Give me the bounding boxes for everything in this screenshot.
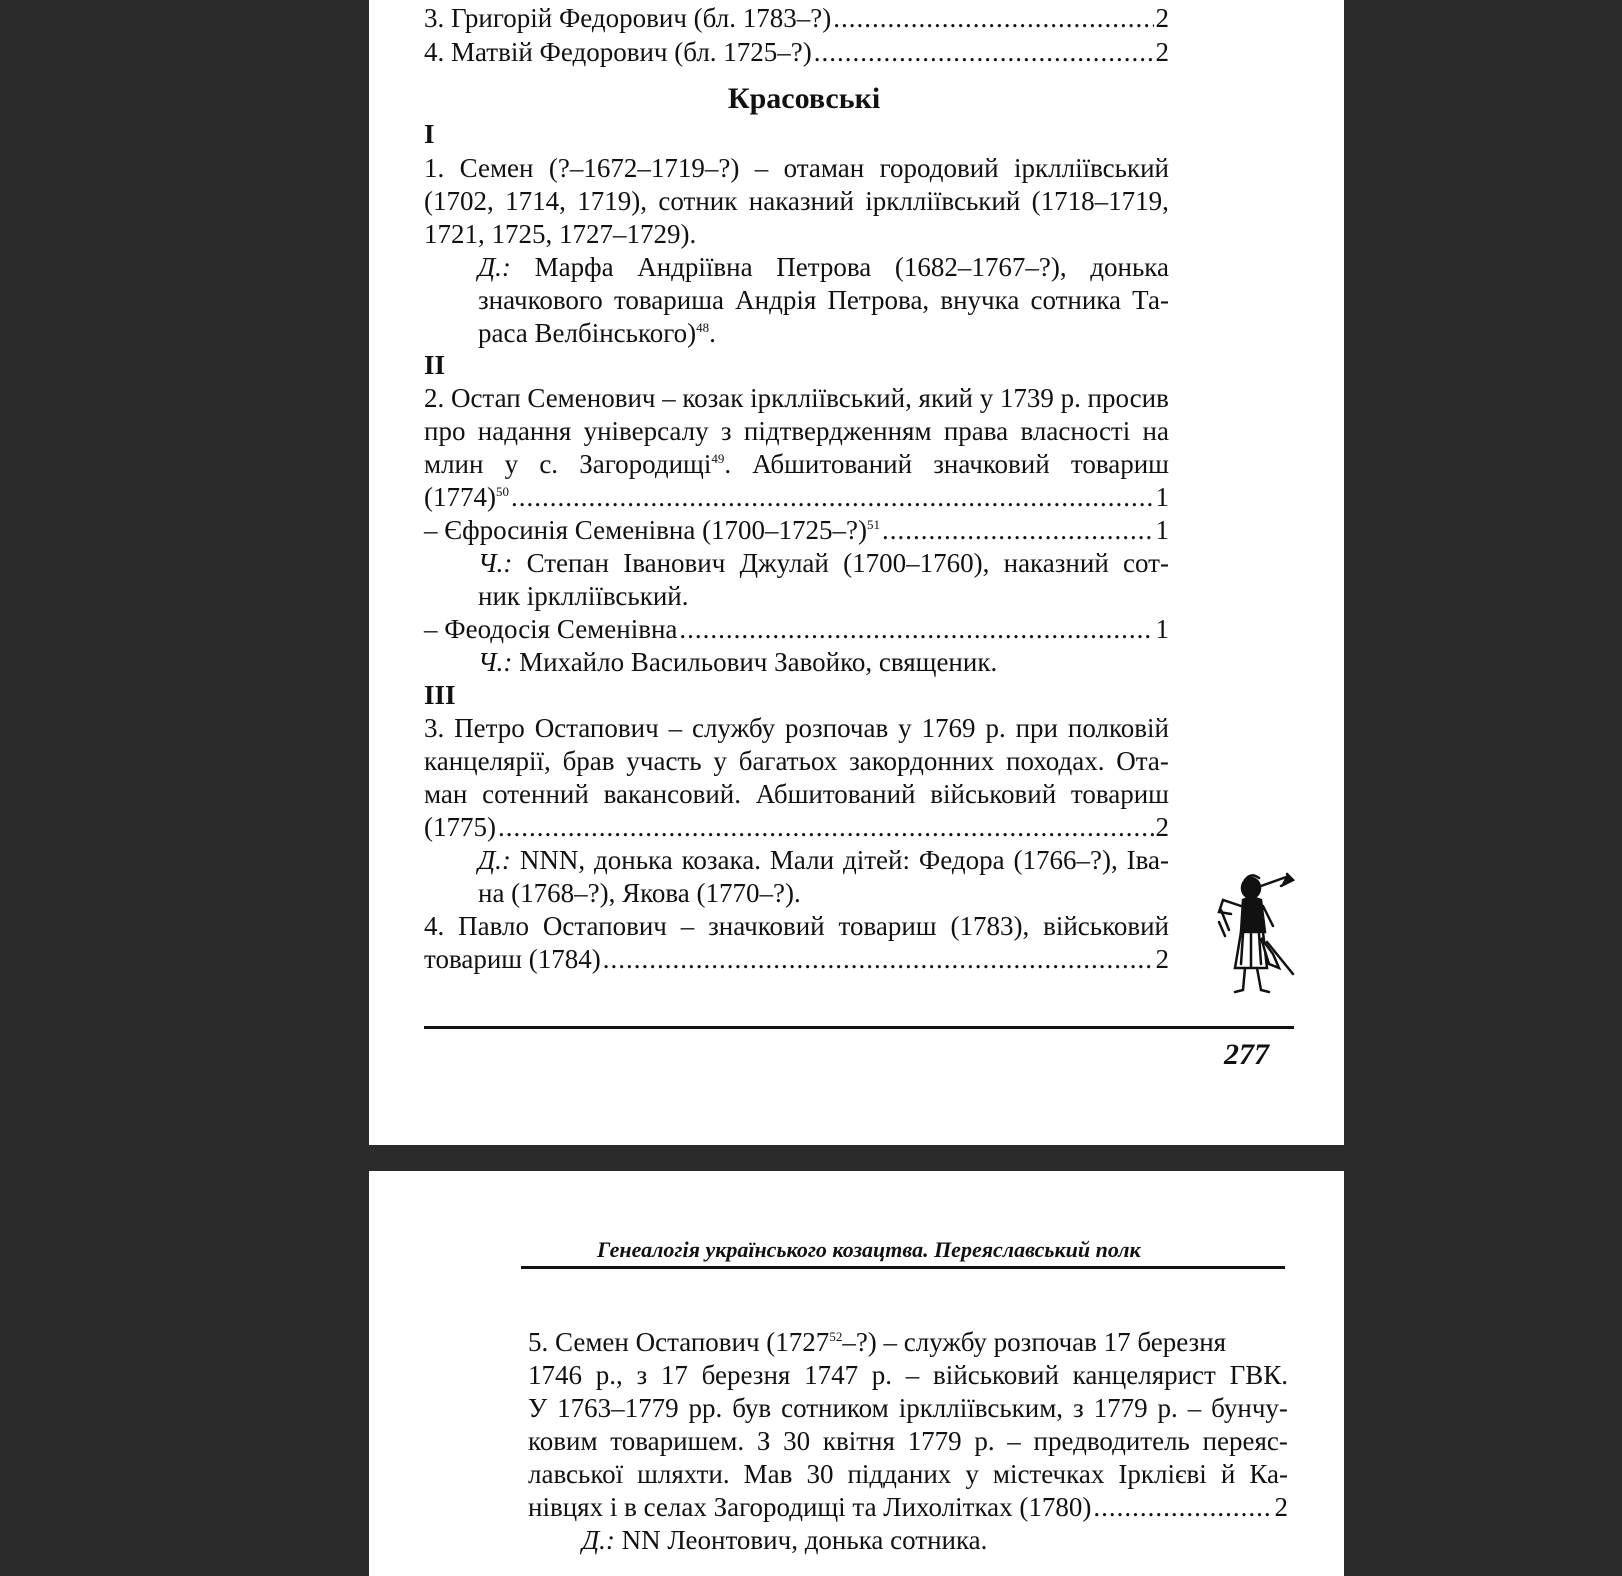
book-page-next	[369, 1171, 1344, 1576]
entry-page: 2	[1155, 37, 1169, 67]
husband-label: Ч.:	[478, 548, 513, 578]
entry-text: 3. Григорій Федорович (бл. 1783–?)	[424, 3, 832, 33]
footnote-ref-48: 48	[696, 320, 710, 335]
entry-5-line-4: ковим товаришем. З 30 квітня 1779 р. – предводитель переяс-	[528, 1426, 1288, 1456]
entry-3-line-3: ман сотенний вакансовий. Абшитований військовий товариш	[424, 779, 1169, 809]
husband-label: Ч.:	[478, 647, 513, 677]
generation-2-label: II	[424, 350, 446, 380]
entry-3-line-1: 3. Петро Остапович – службу розпочав у 1769 р. при полковій	[424, 713, 1169, 743]
entry-page: 1	[1155, 515, 1169, 545]
entry-1-line-2: (1702, 1714, 1719), сотник наказний ірклліївський (1718–1719,	[424, 186, 1169, 216]
footnote-ref-52: 52	[829, 1329, 843, 1344]
spouse-3-line-1: Д.: NNN, донька козака. Мали дітей: Федора (1766–?), Іва-	[478, 845, 1169, 875]
entry-2-line-4: $(1774)^{50}$ ..... 1	[424, 481, 1169, 514]
entry-3-grigoriy	[424, 2, 1169, 35]
page-number: 277	[1224, 1038, 1269, 1071]
entry-3-line-2: канцелярії, брав участь у багатьох закордонних походах. Ота-	[424, 746, 1169, 776]
entry-text: 4. Матвій Федорович (бл. 1725–?)	[424, 37, 812, 67]
husband-1-line-1: Ч.: Степан Іванович Джулай (1700–1760), наказний сот-	[478, 548, 1169, 578]
entry-page: 2	[1155, 944, 1169, 974]
entry-page: 1	[1155, 482, 1169, 512]
entry-1-line-3: 1721, 1725, 1727–1729).	[424, 219, 697, 249]
spouse-5: Д.: NN Леонтович, донька сотника.	[582, 1525, 988, 1555]
footnote-ref-51: 51	[867, 517, 881, 532]
entry-5-line-5: лавської шляхти. Мав 30 підданих у містечках Ірклієві й Ка-	[528, 1459, 1288, 1489]
book-page-277	[369, 0, 1344, 1145]
generation-3-label: III	[424, 680, 456, 710]
entry-page: 1	[1155, 614, 1169, 644]
spouse-1-line-1: Д.: Марфа Андріївна Петрова (1682–1767–?), донька	[478, 252, 1169, 282]
spouse-label: Д.:	[582, 1525, 615, 1555]
spouse-1-line-2: значкового товариша Андрія Петрова, внучка сотника Та-	[478, 285, 1169, 315]
entry-2-line-3: млин у с. Загородищі$^{49}$. Абшитований значковий товариш	[424, 449, 1169, 479]
husband-2: Ч.: Михайло Васильович Завойко, священик.	[478, 647, 998, 677]
husband-1-line-2: ник ірклліївський.	[478, 581, 689, 611]
footer-rule	[424, 1026, 1294, 1029]
daughter-yefrosyniya: – Єфросинія Семенівна (1700–1725–?)$^{51}$ ..... 1	[424, 514, 1169, 547]
entry-page: 2	[1274, 1492, 1288, 1522]
entry-3-line-4: (1775) ..... 2	[424, 811, 1169, 844]
footnote-ref-50: 50	[495, 484, 509, 499]
footnote-ref-49: 49	[711, 451, 725, 466]
cossack-figure-illustration	[1201, 872, 1301, 1002]
header-rule	[521, 1266, 1285, 1269]
entry-5-line-1: 5. Семен Остапович (1727$^{52}$–?) – службу розпочав 17 березня	[528, 1327, 1227, 1357]
entry-page: 2	[1155, 3, 1169, 33]
entry-4-line-1: 4. Павло Остапович – значковий товариш (1783), військовий	[424, 911, 1169, 941]
entry-2-line-2: про надання універсалу з підтвердженням права власності на	[424, 416, 1169, 446]
entry-4-matviy	[424, 36, 1169, 69]
entry-5-line-6: нівцях і в селах Загородищі та Лихолітках (1780) ..... 2	[528, 1491, 1288, 1524]
spouse-1-line-3: раса Велбінського)$^{48}$.	[478, 318, 716, 348]
daughter-feodosiya: – Феодосія Семенівна ..... 1	[424, 613, 1169, 646]
spouse-label: Д.:	[478, 845, 511, 875]
entry-4-line-2: товариш (1784) ..... 2	[424, 943, 1169, 976]
running-head: Генеалогія українського козацтва. Переяславський полк	[597, 1237, 1141, 1262]
spouse-3-line-2: на (1768–?), Якова (1770–?).	[478, 878, 801, 908]
entry-5-line-2: 1746 р., з 17 березня 1747 р. – військовий канцелярист ГВК.	[528, 1360, 1288, 1390]
entry-page: 2	[1155, 812, 1169, 842]
entry-1-line-1: 1. Семен (?–1672–1719–?) – отаман городовий ірклліївський	[424, 153, 1169, 183]
entry-2-line-1: 2. Остап Семенович – козак ірклліївський, який у 1739 р. просив	[424, 383, 1169, 413]
generation-1-label: I	[424, 119, 435, 149]
family-heading: Красовські	[727, 82, 881, 115]
spouse-label: Д.:	[478, 252, 511, 282]
entry-5-line-3: У 1763–1779 рр. був сотником ірклліївським, з 1779 р. – бунчу-	[528, 1393, 1288, 1423]
